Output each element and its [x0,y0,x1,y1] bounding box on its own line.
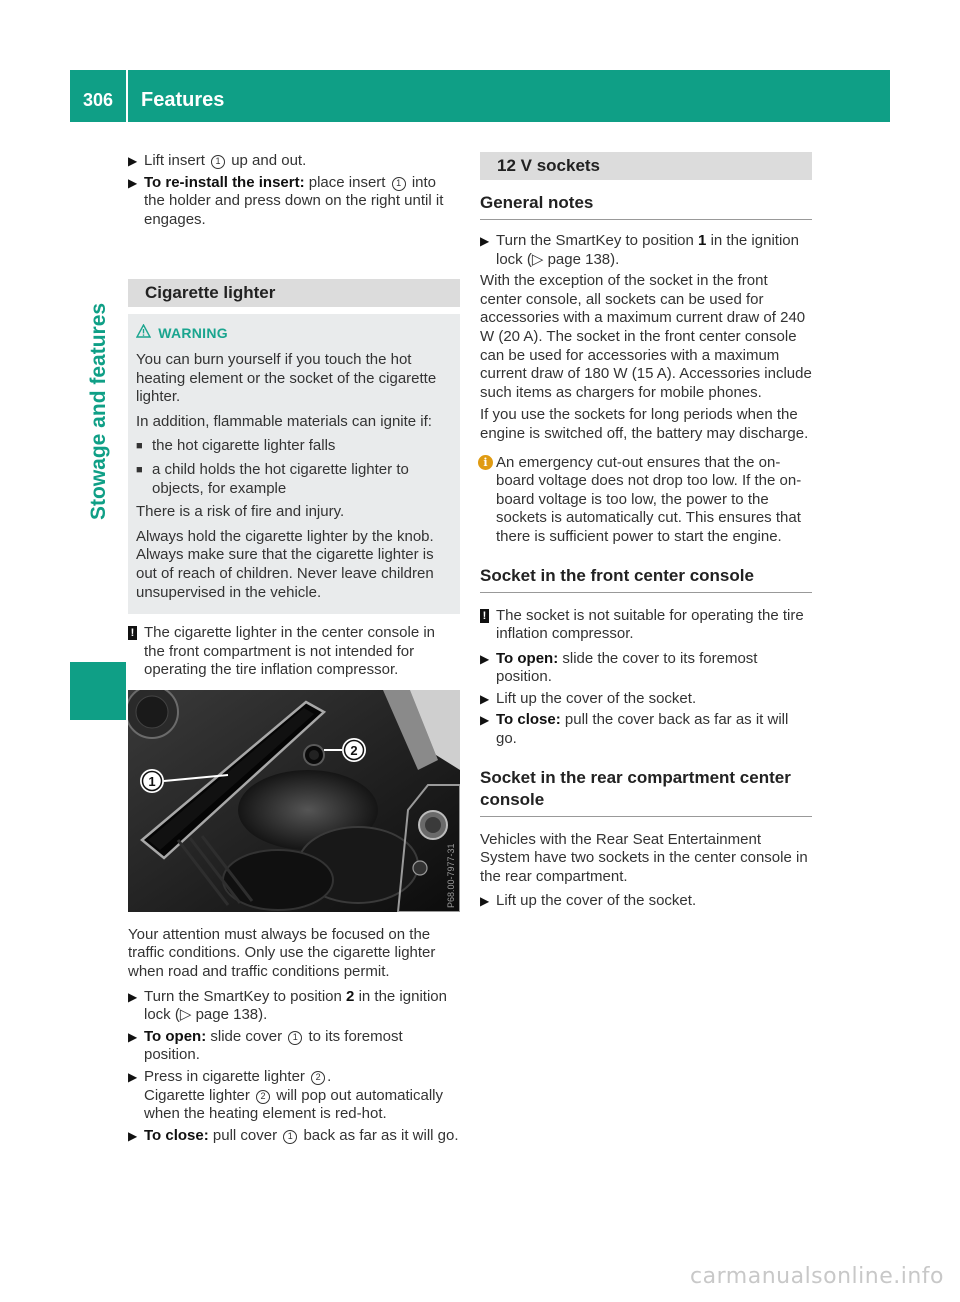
warning-title: WARNING [136,324,452,343]
step-arrow-icon: ▶ [128,1029,138,1044]
info-icon: i [478,455,493,470]
subheading-front-console-socket: Socket in the front center console [480,565,812,593]
subheading-rear-console-socket: Socket in the rear compartment center console [480,767,812,817]
step-open-cover: ▶ To open: slide cover 1 to its foremost position. [128,1027,403,1064]
page-reference-link[interactable]: page 138 [195,1006,259,1024]
step-lift-cover: ▶ Lift up the cover of the socket. [480,689,697,707]
step-close-cover: ▶ To close: pull cover 1 back as far as it will go. [128,1126,459,1144]
step-press-lighter: ▶ Press in cigarette lighter 2 . Cigarette lighter 2 will pop out automatically when the heating element is red-hot. [128,1068,443,1123]
step-reinstall-insert: ▶ To re-install the insert: place insert 1 into the holder and press down on the right until it engages. [128,173,444,228]
callout-number-icon: 1 [392,177,406,191]
step-lift-cover: ▶ Lift up the cover of the socket. [480,892,697,910]
section-heading-cigarette-lighter: Cigarette lighter [128,279,460,307]
step-arrow-icon: ▶ [480,894,490,909]
exclamation-icon: ! [128,626,137,640]
photo-code: P68.00-7977-31 [446,843,456,908]
warning-text: You can burn yourself if you touch the hot heating element or the socket of the cigarette lighter. [136,350,437,406]
callout-number-icon: 2 [311,1071,325,1085]
bullet-icon: ■ [136,440,143,453]
warning-text: Always hold the cigarette lighter by the knob. Always make sure that the cigarette lighter is out of reach of children. Never leave children unsupervised in the vehicle. [136,527,434,601]
info-note: i An emergency cut-out ensures that the on-board voltage does not drop too low. If the on-board voltage is too low, the power to the sockets is automatically cut. This ensures that there is sufficient power to start the engine. [480,454,812,547]
step-arrow-icon: ▶ [128,1128,138,1143]
step-turn-smartkey: ▶ Turn the SmartKey to position 2 in the ignition lock (▷ page 138). [128,987,447,1024]
page-ref-arrow-icon: ▷ [179,1006,192,1024]
page-title: Features [141,89,225,111]
step-arrow-icon: ▶ [480,651,490,666]
paragraph-socket-ratings: With the exception of the socket in the front center console, all sockets can be used for accessories with a maximum current draw of 240 W (20 A). The socket in the front center console can be used for accessories with a maximum current draw of 180 W (15 A). Accessories include such items as chargers for mobile phones. [480,272,812,401]
page-reference-link[interactable]: page 138 [547,250,611,268]
step-arrow-icon: ▶ [128,154,138,168]
step-arrow-icon: ▶ [128,1070,138,1085]
page-ref-arrow-icon: ▷ [531,250,544,268]
warning-bullet: ■ the hot cigarette lighter falls [136,437,336,455]
callout-number-icon: 1 [211,155,225,169]
note-cigarette-lighter: ! The cigarette lighter in the center console in the front compartment is not intended for operating the tire inflation compressor. [128,624,460,680]
step-arrow-icon: ▶ [480,234,490,248]
exclamation-icon: ! [480,609,489,623]
header-divider [126,70,128,122]
footer-watermark: carmanualsonline.info [690,1264,944,1289]
photo-callout-1: 1 [148,773,156,789]
step-lift-insert: ▶ Lift insert 1 up and out. [128,152,307,169]
console-illustration [128,690,460,912]
paragraph-rear-sockets: Vehicles with the Rear Seat Entertainment System have two sockets in the center console in the rear compartment. [480,830,808,885]
warning-text: In addition, flammable materials can ignite if: [136,412,432,430]
bullet-icon: ■ [136,463,143,476]
step-close-cover: ▶ To close: pull the cover back as far as it will go. [480,711,789,748]
note-socket-compressor: ! The socket is not suitable for operating the tire inflation compressor. [480,607,812,644]
paragraph-battery-discharge: If you use the sockets for long periods when the engine is switched off, the battery may discharge. [480,406,809,442]
warning-bullet: ■ a child holds the hot cigarette lighter to objects, for example [136,460,409,497]
photo-callout-2: 2 [350,742,358,758]
step-arrow-icon: ▶ [128,989,138,1004]
attention-text: Your attention must always be focused on the traffic conditions. Only use the cigarette lighter when road and traffic conditions permit. [128,925,436,981]
callout-number-icon: 2 [256,1090,270,1104]
warning-box [128,314,460,614]
page-header [70,70,890,122]
step-arrow-icon: ▶ [128,175,138,190]
callout-number-icon: 1 [283,1130,297,1144]
step-arrow-icon: ▶ [480,691,490,706]
subheading-general-notes: General notes [480,192,812,220]
right-column [480,152,812,914]
center-console-photo [128,690,460,912]
left-column [128,152,460,1148]
step-open-cover: ▶ To open: slide the cover to its foremost position. [480,649,758,686]
section-heading-12v-sockets: 12 V sockets [480,152,812,180]
warning-text: There is a risk of fire and injury. [136,503,345,521]
chapter-tab-marker [70,662,126,720]
warning-triangle-icon [136,324,154,343]
step-arrow-icon: ▶ [480,713,490,728]
chapter-side-label: Stowage and features [87,302,110,520]
step-turn-smartkey: ▶ Turn the SmartKey to position 1 in the ignition lock (▷ page 138). [480,232,799,268]
page-number: 306 [82,90,114,110]
callout-number-icon: 1 [288,1031,302,1045]
